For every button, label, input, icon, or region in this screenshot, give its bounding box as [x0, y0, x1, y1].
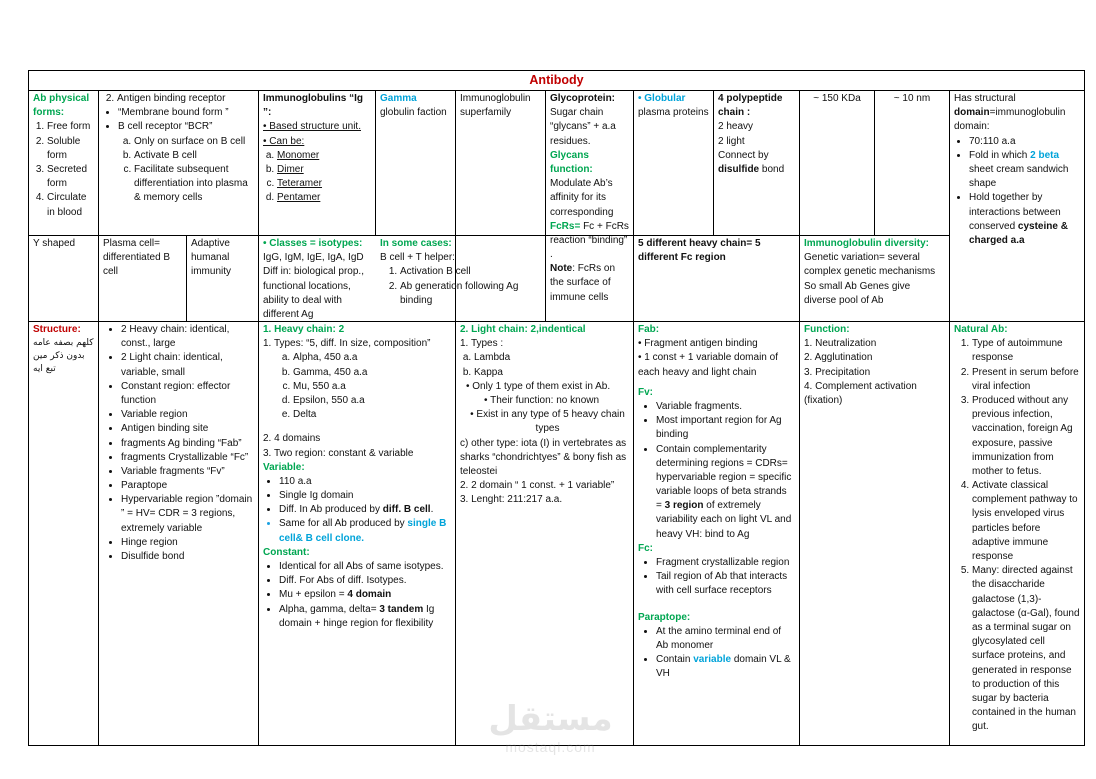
- list-item: a. Lambda: [474, 351, 629, 365]
- diff-pre: Diff. In Ab produced by: [279, 504, 383, 516]
- bond-text: bond: [759, 163, 785, 175]
- list-item: b. Activate B cell: [134, 149, 254, 163]
- list-item: • Diff. For Abs of diff. Isotypes.: [279, 574, 451, 588]
- list-item: b. Gamma, 450 a.a: [293, 366, 451, 380]
- list-item: • fragments Crystallizable “Fc”: [121, 451, 254, 465]
- cases-text: B cell + T helper:: [380, 252, 455, 264]
- domain-intro: [954, 92, 1080, 135]
- heavy-types-intro: 1. Types: “5, diff. In size, composition”: [263, 338, 431, 350]
- cdr-post: of extremely variability each on light VL and heavy VH: bind to Ag: [656, 500, 792, 540]
- fab-line2: • 1 const + 1 variable domain of each heavy and light chain: [638, 352, 778, 378]
- fab-line1: • Fragment antigen binding: [638, 338, 758, 350]
- cases-cell: [376, 236, 545, 321]
- list-item: [279, 603, 451, 631]
- structure-unit: • Based structure unit.: [263, 121, 361, 133]
- watermark-latin: mostaql.com: [505, 739, 596, 755]
- domain-mid: =immunoglobulin domain:: [954, 107, 1066, 133]
- structure-cell: [29, 322, 98, 746]
- fv-heading: Fv:: [638, 386, 653, 398]
- constant-list: [263, 560, 451, 631]
- list-item: [279, 517, 451, 545]
- glycans-text: Modulate Ab’s affinity for its corresponding: [550, 178, 614, 218]
- fold-pre: Fold in which: [969, 149, 1031, 161]
- receptor-bullets: [103, 106, 254, 205]
- list-item: • At the amino terminal end of Ab monomer: [656, 625, 795, 653]
- list-item: • Tail region of Ab that interacts with cell surface receptors: [656, 570, 795, 598]
- classes-cell: [259, 236, 375, 321]
- receptor-sublist: [118, 135, 254, 206]
- ig-types-list: [263, 149, 371, 206]
- list-item: a. Only on surface on B cell: [134, 135, 254, 149]
- superfamily-text: Immunoglobulin superfamily: [460, 93, 531, 119]
- list-item: [656, 653, 795, 681]
- same-pre: Same for all Ab produced by: [279, 518, 408, 530]
- function-item: 2. Agglutination: [804, 352, 873, 364]
- watermark-arabic: مستقل: [488, 699, 613, 739]
- cdr-bold: 3 region: [664, 500, 704, 512]
- note-label: Note: [550, 263, 573, 275]
- diversity-text: Genetic variation= several complex genetic mechanisms So small Ab Genes give diverse pool of Ab: [804, 252, 936, 306]
- cdr-pre: Contain complementarity determining regions = CDRs= hypervariable region = specific variable loops of beta strands =: [656, 443, 792, 512]
- list-item: 2. Soluble form: [47, 135, 94, 163]
- fv-list: [638, 400, 795, 542]
- parts-list: [103, 323, 254, 564]
- list-item: b. Kappa: [474, 366, 629, 380]
- list-item: • 2 Light chain: identical, variable, small: [121, 351, 254, 379]
- globular-text: plasma proteins: [638, 107, 709, 119]
- list-item: • Fragment crystallizable region: [656, 556, 795, 570]
- list-item: c. Facilitate subsequent differentiation into plasma & memory cells: [134, 163, 254, 206]
- heavy-types-list: [263, 351, 451, 422]
- diff-bold: diff. B cell: [382, 504, 431, 516]
- function-item: 1. Neutralization: [804, 338, 877, 350]
- list-item: 1. Free form: [47, 120, 94, 134]
- list-item: • Variable fragments “Fv”: [121, 465, 254, 479]
- par2-post: domain VL & VH: [656, 654, 791, 680]
- list-item: a. Alpha, 450 a.a: [293, 351, 451, 365]
- fold-highlight: 2 beta: [1030, 149, 1060, 161]
- diff-post: .: [430, 504, 434, 516]
- glycoprotein-heading: Glycoprotein:: [550, 93, 616, 104]
- variable-heading: Variable:: [263, 461, 305, 473]
- light-function: • Their function: no known: [484, 394, 600, 406]
- list-item: 2. Present in serum before viral infection: [972, 366, 1080, 394]
- light-length: 3. Lenght: 211:217 a.a.: [460, 494, 563, 506]
- note-text: [550, 262, 629, 305]
- list-item: e. Delta: [293, 408, 451, 422]
- structure-heading: Structure:: [33, 324, 81, 335]
- immunoglobulins-cell: [259, 91, 375, 235]
- same-highlight: single B cell& B cell clone.: [279, 518, 447, 544]
- receptor-list: [103, 92, 254, 106]
- light-other: c) other type: iota (I) in vertebrates as sharks “chondrichtyes” & bony fish as teleostei: [460, 437, 627, 477]
- list-item: • Disulfide bond: [121, 550, 254, 564]
- polypeptide-cell: [714, 91, 799, 235]
- list-item: • Variable fragments.: [656, 400, 795, 414]
- cases-list: [380, 265, 541, 308]
- list-item: • Identical for all Abs of same isotypes.: [279, 560, 451, 574]
- light-domain: 2. 2 domain “ 1 const. + 1 variable”: [460, 480, 615, 492]
- list-item: • Variable region: [121, 408, 254, 422]
- hold-bold: cysteine & charged a.a: [969, 220, 1068, 246]
- bcr-label: B cell receptor “BCR”: [118, 121, 213, 133]
- list-item: 2. Antigen binding receptor: [117, 92, 254, 106]
- domain-list: [954, 135, 1080, 249]
- function-heading: Function:: [804, 324, 850, 335]
- alpha-post: Ig domain + hinge region for flexibility: [279, 603, 435, 629]
- heavy5-cell: [634, 236, 799, 321]
- globular-cell: [634, 91, 713, 235]
- constant-heading: Constant:: [263, 546, 310, 558]
- light-count: 2 light: [718, 135, 745, 147]
- list-item: • “Membrane bound form ”: [118, 106, 254, 120]
- list-item: 1. Type of autoimmune response: [972, 337, 1080, 365]
- size-nm: ~ 10 nm: [893, 93, 931, 104]
- list-item: [656, 443, 795, 542]
- list-item: • fragments Ag binding “Fab”: [121, 437, 254, 451]
- list-item: [279, 503, 451, 517]
- list-item: • 2 Heavy chain: identical, const., large: [121, 323, 254, 351]
- heavy-regions: 3. Two region: constant & variable: [263, 447, 414, 459]
- fc-list: [638, 556, 795, 599]
- gamma-cell: [376, 91, 455, 235]
- list-item: 2. Ab generation following Ag binding: [400, 280, 541, 308]
- list-item: d. Epsilon, 550 a.a: [293, 394, 451, 408]
- light-exist: • Exist in any type of 5 heavy chain types: [470, 409, 625, 435]
- immunoglobulins-title: Immunoglobulins “Ig ”:: [263, 93, 363, 119]
- function-item: 4. Complement activation (fixation): [804, 380, 917, 406]
- fold-post: sheet cream sandwich shape: [969, 163, 1069, 190]
- disulfide-bold: disulfide: [718, 163, 760, 175]
- glycoprotein-text: Sugar chain “glycans” + a.a residues.: [550, 107, 616, 147]
- classes-heading: • Classes = isotypes:: [263, 238, 363, 249]
- structure-arabic-note: كلهم بصفه عامه بدون ذكر مين تبع ايه: [33, 338, 94, 374]
- paraptope-list: [638, 625, 795, 682]
- list-item: 3. Produced without any previous infection, vaccination, foreign Ag exposure, passive immunization from mother to fetus.: [972, 394, 1080, 479]
- plasma-cell: [99, 236, 186, 321]
- fc-heading: Fc:: [638, 542, 653, 554]
- mu-bold: 4 domain: [347, 589, 392, 601]
- parts-cell: [99, 322, 258, 746]
- gamma-text: globulin faction: [380, 107, 447, 119]
- note-body: : FcRs on the surface of immune cells: [550, 263, 616, 303]
- y-shaped-text: Y shaped: [33, 238, 76, 249]
- heavy-chain-heading: 1. Heavy chain: 2: [263, 324, 345, 335]
- list-item: • Paraptope: [121, 479, 254, 493]
- list-item: • 70:110 a.a: [969, 135, 1080, 149]
- y-shaped-cell: [29, 236, 98, 321]
- diversity-heading: Immunoglobulin diversity:: [804, 238, 930, 249]
- globular-bullet: •: [638, 93, 645, 104]
- list-item: [969, 149, 1080, 192]
- light-chain-cell: [456, 322, 633, 746]
- light-chain-heading: 2. Light chain: 2,indentical: [460, 324, 586, 335]
- list-item: • Single Ig domain: [279, 489, 451, 503]
- light-types-list: [460, 351, 629, 379]
- kda-cell: [800, 91, 874, 235]
- polypeptide-heading: 4 polypeptide chain :: [718, 93, 783, 119]
- par2-pre: Contain: [656, 654, 694, 666]
- list-item: 1. Activation B cell: [400, 265, 541, 279]
- globular-heading: Globular: [644, 93, 686, 104]
- connect-by: Connect by: [718, 149, 769, 161]
- list-item: [969, 191, 1080, 248]
- nm-cell: [875, 91, 949, 235]
- list-item: 4. Activate classical complement pathway to lysis enveloped virus particles before adaptive immune response: [972, 479, 1080, 564]
- hold-pre: Hold together by interactions between conserved: [969, 192, 1061, 232]
- list-item: 4. Circulate in blood: [47, 191, 94, 219]
- heavy5-text: 5 different heavy chain= 5 different Fc region: [638, 238, 761, 264]
- diversity-cell: [800, 236, 949, 321]
- list-item: 3. Secreted form: [47, 163, 94, 191]
- adaptive-text: Adaptive humanal immunity: [191, 238, 232, 278]
- list-item: a. Monomer: [277, 149, 371, 163]
- par2-highlight: variable: [693, 654, 732, 666]
- domain-lead: Has structural: [954, 93, 1016, 104]
- list-item: • 110 a.a: [279, 475, 451, 489]
- list-item: 5. Many: directed against the disaccharide galactose (1,3)-galactose (α-Gal), found as a terminal sugar on glycosylated cell surface proteins, and generated in response to production of this sugar by bacteria contained in the human gut.: [972, 564, 1080, 734]
- natural-ab-cell: [950, 322, 1084, 746]
- cases-heading: In some cases:: [380, 238, 452, 249]
- function-cell: [800, 322, 949, 746]
- domain-cell: [950, 91, 1084, 321]
- list-item: • Antigen binding site: [121, 422, 254, 436]
- heavy-count: 2 heavy: [718, 121, 754, 133]
- receptor-cell: [99, 91, 258, 235]
- molecular-weight: ~ 150 KDa: [813, 93, 861, 104]
- natural-ab-heading: Natural Ab:: [954, 324, 1008, 335]
- classes-text: IgG, IgM, IgE, IgA, IgD Diff in: biological prop., functional locations, ability to deal with different Ag: [263, 252, 364, 320]
- disulfide-line: [718, 163, 795, 177]
- list-item: • Most important region for Ag binding: [656, 414, 795, 442]
- physical-forms-cell: [29, 91, 98, 235]
- adaptive-cell: [187, 236, 258, 321]
- fab-heading: Fab:: [638, 324, 660, 335]
- fcrs-text: [550, 220, 629, 263]
- list-item: • Hinge region: [121, 536, 254, 550]
- list-item: • Constant region: effector function: [121, 380, 254, 408]
- physical-forms-heading: Ab physical forms:: [33, 93, 90, 119]
- table-title: Antibody: [29, 71, 1084, 91]
- glycans-heading: Glycans function:: [550, 149, 593, 175]
- plasma-text: Plasma cell= differentiated B cell: [103, 238, 171, 278]
- can-be: • Can be:: [263, 135, 305, 147]
- heavy-domains: 2. 4 domains: [263, 433, 321, 445]
- list-item: [118, 120, 254, 205]
- domain-bold: domain: [954, 107, 990, 119]
- fab-cell: [634, 322, 799, 746]
- light-only: • Only 1 type of them exist in Ab.: [466, 380, 611, 392]
- superfamily-cell: [456, 91, 545, 235]
- antibody-table: [28, 70, 1085, 746]
- physical-forms-list: [33, 120, 94, 219]
- heavy-chain-cell: [259, 322, 455, 746]
- variable-list: [263, 475, 451, 546]
- paraptope-heading: Paraptope:: [638, 611, 691, 623]
- list-item: c. Mu, 550 a.a: [293, 380, 451, 394]
- gamma-heading: Gamma: [380, 93, 417, 104]
- watermark: [478, 700, 623, 762]
- natural-ab-list: [954, 337, 1080, 734]
- list-item: [279, 588, 451, 602]
- list-item: • Hypervariable region ”domain ” = HV= CDR = 3 regions, extremely variable: [121, 493, 254, 536]
- glycoprotein-cell: [546, 91, 633, 321]
- list-item: c. Teteramer: [277, 177, 371, 191]
- list-item: b. Dimer: [277, 163, 371, 177]
- alpha-bold: 3 tandem: [379, 603, 424, 615]
- light-types-intro: 1. Types :: [460, 338, 504, 350]
- alpha-pre: Alpha, gamma, delta=: [279, 603, 380, 615]
- function-item: 3. Precipitation: [804, 366, 871, 378]
- mu-pre: Mu + epsilon =: [279, 589, 348, 601]
- fcrs-definition: Fc + FcRs reaction “binding” .: [550, 220, 629, 261]
- list-item: d. Pentamer: [277, 191, 371, 205]
- fcrs-label: FcRs=: [550, 220, 581, 232]
